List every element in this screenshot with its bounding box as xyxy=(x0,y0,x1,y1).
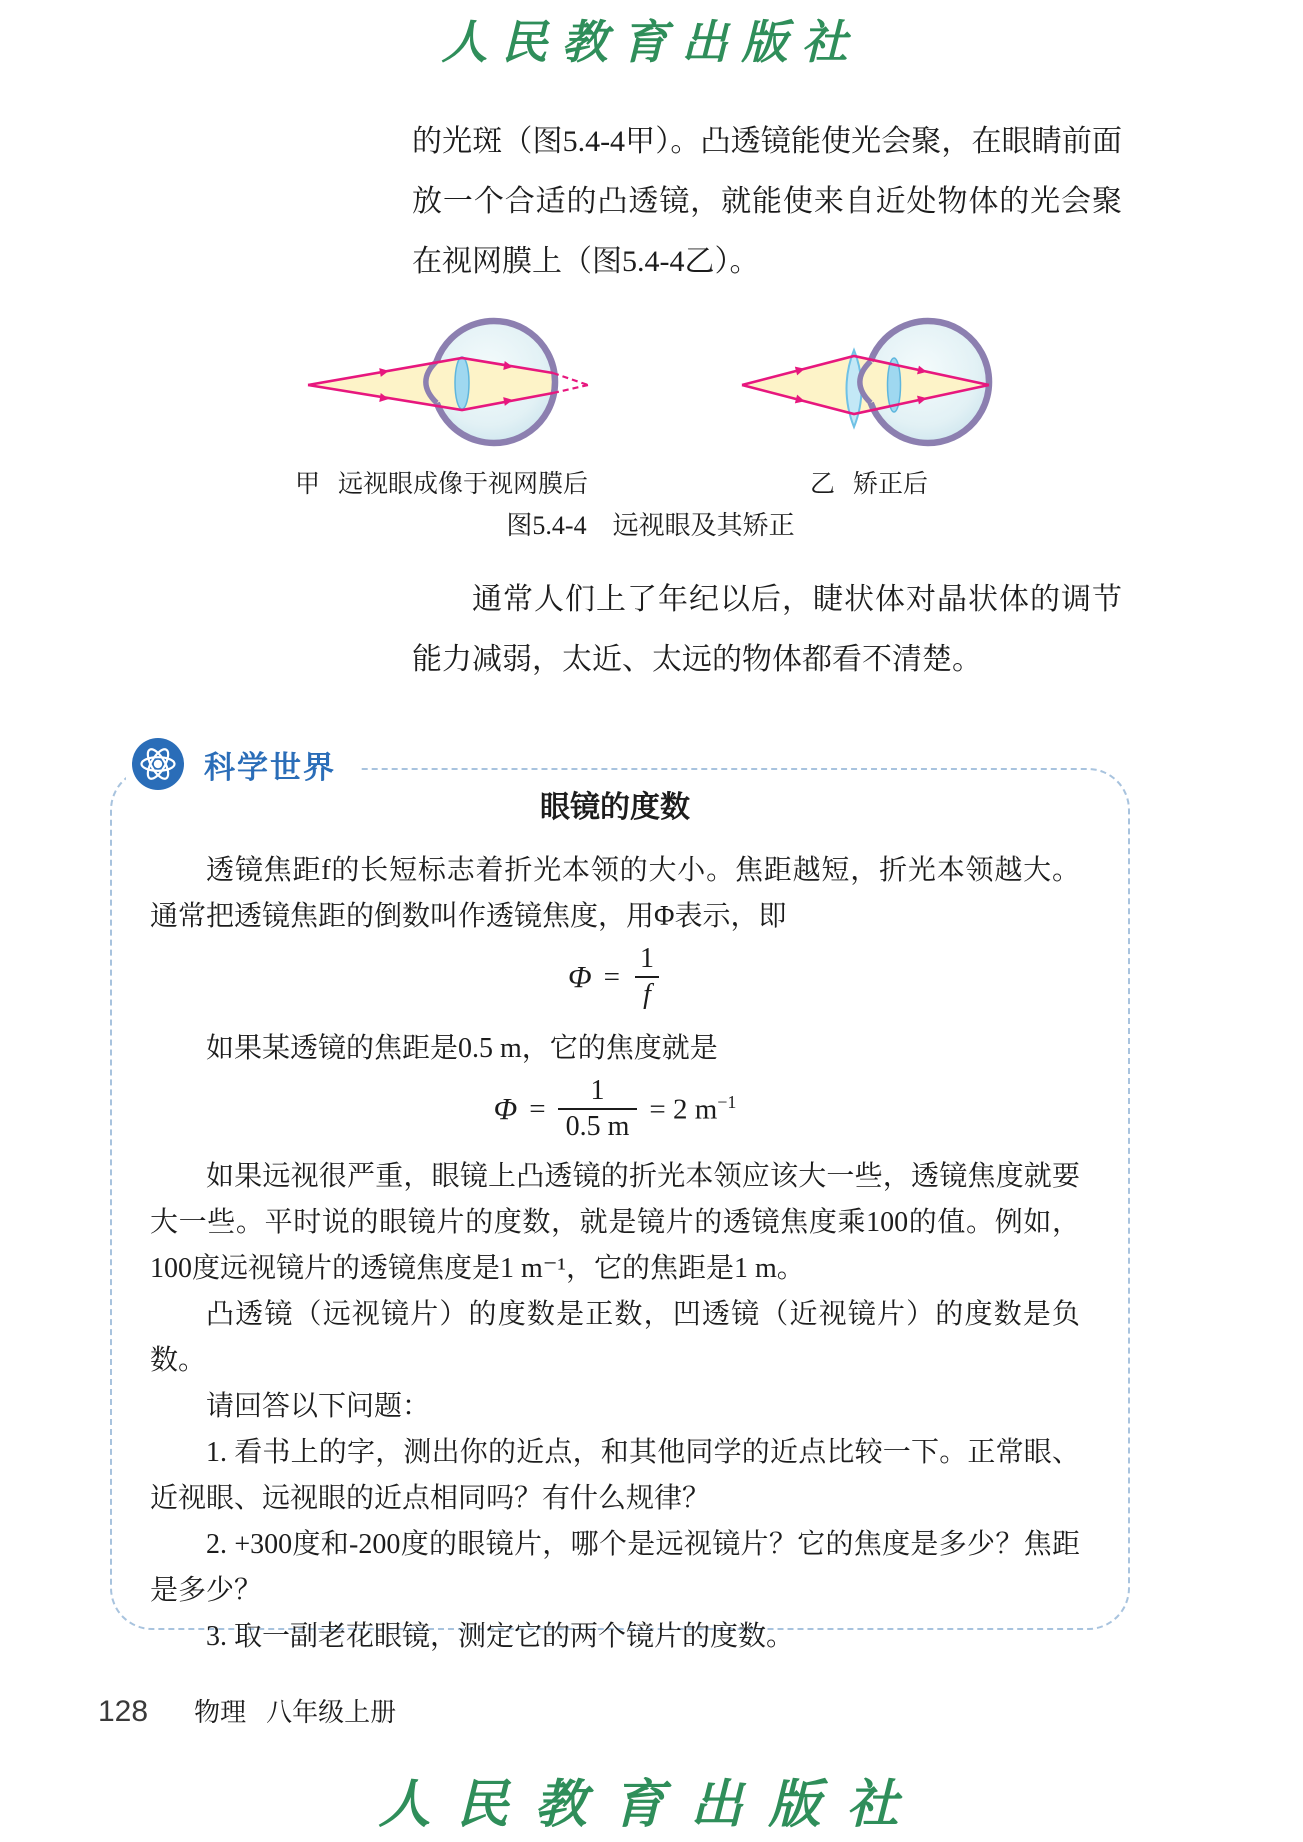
caption-diagram-right xyxy=(810,464,928,500)
fraction xyxy=(632,942,662,1012)
science-world-question-1: 1. 看书上的字，测出你的近点，和其他同学的近点比较一下。正常眼、近视眼、远视眼的近点相同吗？有什么规律？ xyxy=(150,1437,1080,1514)
caption-left-text: 远视眼成像于视网膜后 xyxy=(338,471,589,498)
caption-left-label: 甲 xyxy=(295,471,321,498)
fraction-numerator: 1 xyxy=(590,1075,605,1106)
science-world-section-label: 科学世界 xyxy=(204,749,336,785)
publisher-watermark-bottom: 人民教育出版社 xyxy=(378,1777,925,1834)
crystalline-lens xyxy=(455,357,469,409)
science-world-paragraph-2: 如果某透镜的焦距是0.5 m，它的焦度就是 xyxy=(206,1033,718,1064)
caption-right-label: 乙 xyxy=(810,471,836,498)
science-world-header xyxy=(126,736,360,792)
fraction-numerator: 1 xyxy=(639,943,654,974)
formula-result-base: = 2 m xyxy=(649,1093,718,1126)
main-paragraph-lens-correction: 的光斑（图5.4-4甲）。凸透镜能使光会聚，在眼睛前面放一个合适的凸透镜，就能使来自近处物体的光会聚在视网膜上（图5.4-4乙）。 xyxy=(412,125,1122,278)
eye-diagram-hyperopia xyxy=(280,312,610,452)
formula-result-exponent: −1 xyxy=(717,1091,737,1112)
footer-subject: 物理 xyxy=(194,1698,247,1727)
atom-icon xyxy=(132,738,184,790)
science-world-paragraph-5: 请回答以下问题： xyxy=(206,1391,431,1422)
science-world-box xyxy=(110,768,1130,1652)
formula-equals: = xyxy=(529,1092,546,1125)
formula-phi-definition xyxy=(150,942,1080,1012)
science-world-article-title: 眼镜的度数 xyxy=(540,791,690,824)
formula-lhs: Φ xyxy=(493,1091,518,1126)
science-world-paragraph-3: 如果远视很严重，眼镜上凸透镜的折光本领应该大一些，透镜焦度就要大一些。平时说的眼镜片的度数，就是镜片的透镜焦度乘100的值。例如，100度远视镜片的透镜焦度是1 m⁻¹，它的焦距是1 m。 xyxy=(150,1161,1080,1284)
eye-diagram-corrected xyxy=(718,312,1018,452)
figure-caption: 图5.4-4 远视眼及其矫正 xyxy=(506,511,795,540)
publisher-watermark-top: 人民教育出版社 xyxy=(441,17,862,68)
page-footer xyxy=(98,1692,396,1729)
science-world-paragraph-1: 透镜焦距f的长短标志着折光本领的大小。焦距越短，折光本领越大。通常把透镜焦距的倒数叫作透镜焦度，用Φ表示，即 xyxy=(150,855,1080,932)
fraction-denominator: f xyxy=(635,976,659,1012)
caption-diagram-left xyxy=(295,464,588,500)
science-world-question-2: 2. +300度和-200度的眼镜片，哪个是远视镜片？它的焦度是多少？焦距是多少？ xyxy=(150,1529,1080,1606)
footer-grade: 八年级上册 xyxy=(266,1698,397,1727)
formula-lhs: Φ xyxy=(568,959,592,994)
science-world-paragraph-4: 凸透镜（远视镜片）的度数是正数，凹透镜（近视镜片）的度数是负数。 xyxy=(150,1299,1080,1376)
fraction xyxy=(558,1074,638,1144)
fraction-denominator: 0.5 m xyxy=(558,1108,638,1144)
formula-result xyxy=(649,1092,736,1127)
caption-right-text: 矫正后 xyxy=(853,471,929,498)
formula-phi-example xyxy=(150,1074,1080,1144)
formula-equals: = xyxy=(603,960,620,993)
main-paragraph-aging: 通常人们上了年纪以后，睫状体对晶状体的调节能力减弱，太近、太远的物体都看不清楚。 xyxy=(412,583,1122,676)
page-number: 128 xyxy=(98,1695,149,1728)
science-world-question-3: 3. 取一副老花眼镜，测定它的两个镜片的度数。 xyxy=(206,1621,795,1652)
